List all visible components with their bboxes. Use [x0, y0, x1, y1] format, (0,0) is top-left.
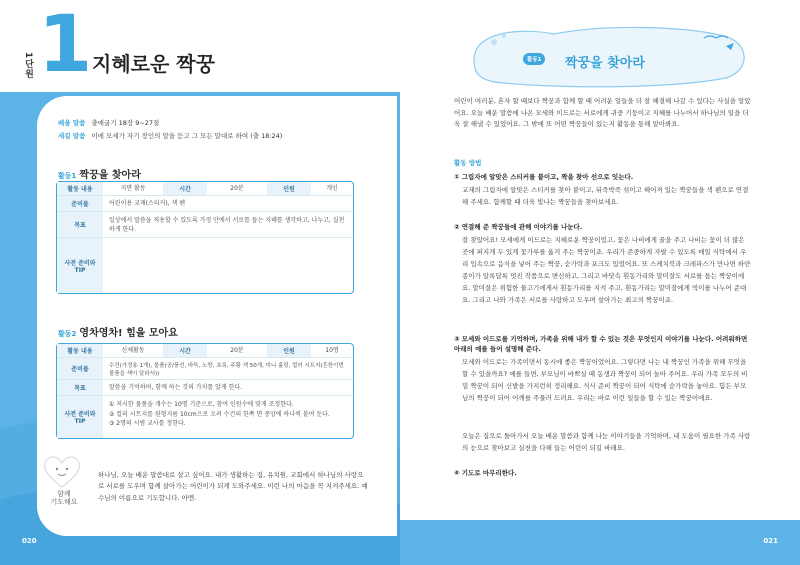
meta-passage: 배울 말씀 출애굽기 18장 9~27절 [58, 119, 160, 127]
prayer-label: 함께 기도해요 [50, 490, 78, 507]
activity2-title: 활동2 영차영차! 힘을 모아요 [58, 328, 178, 339]
table-row: 목표 말씀을 기억하며, 함께 하는 것의 가치를 알게 한다. [57, 380, 353, 396]
header-title: 짝꿍을 찾아라 [565, 56, 645, 71]
table-row: 활동 내용 신체활동 시간 20분 인원 10명 [57, 344, 353, 358]
method-label: 활동 방법 [454, 159, 482, 167]
step-body: 모세와 이드로는 가족이면서 동시에 좋은 짝꿍이었어요. 그렇다면 나는 내 짝꿍인 가족을 위해 무엇을 할 수 있을까요? 예를 들면, 부모님이 바쁘실 때 동생과 짝꿍이 되어 놀아 주어요. 우리 가족 모두의 비밀 짝꿍이 되어 신발을 가지런히 정리해요. 식사 준비 짝꿍이 되어 식탁에 숟가락을 놓아요. 힘든 부모님의 짝꿍이 되어 어깨를 주물러 드려요. 우리는 바로 이런 일들을 할 수 있는 짝꿍이에요. [462, 358, 748, 403]
table-row: 활동 내용 지면 활동 시간 20분 인원 개인 [57, 182, 353, 196]
table-row: 사전 준비와 TIP [57, 238, 353, 293]
step-body: 잘 찾았어요! 모세에게 이드로는 지혜로운 짝꿍이었고, 꽃은 나비에게 꿀을 주고 나비는 꽃이 더 많은 곳에 퍼지게 두 있게 꽃가루를 옮겨 주는 짝꿍이죠. 우리가 존중하게 자랄 수 있도록 매일 식탁에서 우리 입속으로 음식을 넣어 주는 짝꿍, 숟가락과 포크도 있었어요. 또 스케치북과 크레파스가 만나면 하얀 종이가 알록달록 멋진 작품으로 변신하고, 그리고 바닷속 흰동가리와 말미잘도 서로를 돕는 짝꿍이에요. 말미잘은 위험한 물고기에게서 흰동가리를 지켜 주고, 흰동가리는 말미잘에게 먹이를 나누어 준대요. 그리고 나와 가족은 서로를 사랑하고 도우며 살아가는 최고의 짝꿍이죠. [462, 236, 751, 305]
activity2-table [56, 343, 354, 439]
table-row: 준비물 어린이용 교재(스티커), 색 펜 [57, 196, 353, 212]
step-head: ③ 모세와 이드로를 기억하며, 가족을 위해 내가 할 수 있는 것은 무엇인지 이야기를 나눈다. 어려워하면 아래의 예를 들어 설명해 준다. [454, 335, 748, 354]
page-number-left: 020 [22, 537, 37, 545]
tip-item: ② 컬러 시트지를 원형지름 10cm으로 오려 수건의 한쪽 면 중앙에 하나씩 붙여 둔다. [109, 410, 330, 418]
intro-text: 어린이 여러분, 혼자 할 때보다 짝꿍과 함께 할 때 어려운 일들을 더 잘 해결해 나갈 수 있다는 사실을 알았어요. 오늘 배운 말씀에 나온 모세와 이드로는 서로에게 귀중 기둥이고 지혜를 나누어서 하나님의 일을 더욱 잘 해낼 수 있었어요. 그 밖에 또 어떤 짝꿍들이 있는지 활동을 통해 알아봐요. [454, 97, 751, 129]
table-row: 목표 일상에서 말씀을 적용할 수 있도록 가정 안에서 서로를 돕는 지혜를 생각하고, 나누고, 실천하게 한다. [57, 212, 353, 238]
activity1-title: 활동1 짝꿍을 찾아라 [58, 170, 141, 181]
step-head: ② 연결해 준 짝꿍들에 관해 이야기를 나눈다. [454, 223, 583, 231]
step-head: ① 그림자에 알맞은 스티커를 붙이고, 짝을 찾아 선으로 잇는다. [454, 173, 634, 181]
unit-title: 지혜로운 짝꿍 [92, 52, 215, 76]
tip-item: ③ 2명의 시범 교사를 정한다. [109, 420, 186, 428]
activity1-table [56, 181, 354, 294]
heart-icon [42, 453, 82, 489]
unit-number: 1 [38, 0, 93, 90]
page-number-right: 021 [763, 537, 778, 545]
tip-item: ① 저시한 물품을 개수는 10명 기준으로, 참여 인원수에 맞게 조정한다. [109, 401, 294, 408]
step-body: 교재의 그림자에 알맞은 스티커를 찾아 붙이고, 뒤죽박죽 섞이고 헤어져 있는 짝꿍들을 색 펜으로 연결해 주세요. 함께할 때 더욱 빛나는 짝꿍들을 찾아보세요. [462, 186, 749, 207]
meta-memory-verse: 새길 말씀 이에 모세가 자기 장인의 말을 듣고 그 모든 말대로 하여 (출 18:24) [58, 132, 283, 140]
table-row: 사전 준비와 TIP ① 저시한 물품을 개수는 10명 기준으로, 참여 인원수에 맞게 조정한다. ② 컬러 시트지를 원형지름 10cm으로 오려 수건의 한쪽 면 중앙에 하나씩 붙여 둔다. ③ 2명의 시범 교사를 정한다. [57, 396, 353, 438]
step-head: ④ 기도로 마무리한다. [454, 469, 517, 477]
prayer-text: 하나님, 오늘 배운 말씀대로 살고 싶어요. 내가 생활하는 집, 유치원, 교회에서 하나님의 사랑으로 서로를 도우며 함께 살아가는 어린이가 되게 도와주세요. 이런 나의 마음을 꼭 지켜주세요. 예수님의 이름으로 기도합니다. 아멘. [98, 471, 368, 502]
table-row: 준비물 수건(가정용 1개), 물품(공/풍선, 바둑, 노랑, 초록, 주황 색 50개, 미니 훌링, 컬러 시트지(흔한이번 물품을 색이 달라서)) [57, 358, 353, 380]
bottom-band [400, 520, 800, 565]
header-tag: 활동1 [523, 53, 545, 65]
closing-text: 오늘은 집으로 돌아가서 오늘 배운 말씀과 함께 나눈 이야기들을 기억하며, 내 도움이 필요한 가족 사랑의 눈으로 찾아보고 실천을 다해 들는 어린이 되길 바래요. [462, 432, 751, 453]
unit-label: 1단원 [23, 52, 33, 80]
right-page [400, 0, 800, 565]
